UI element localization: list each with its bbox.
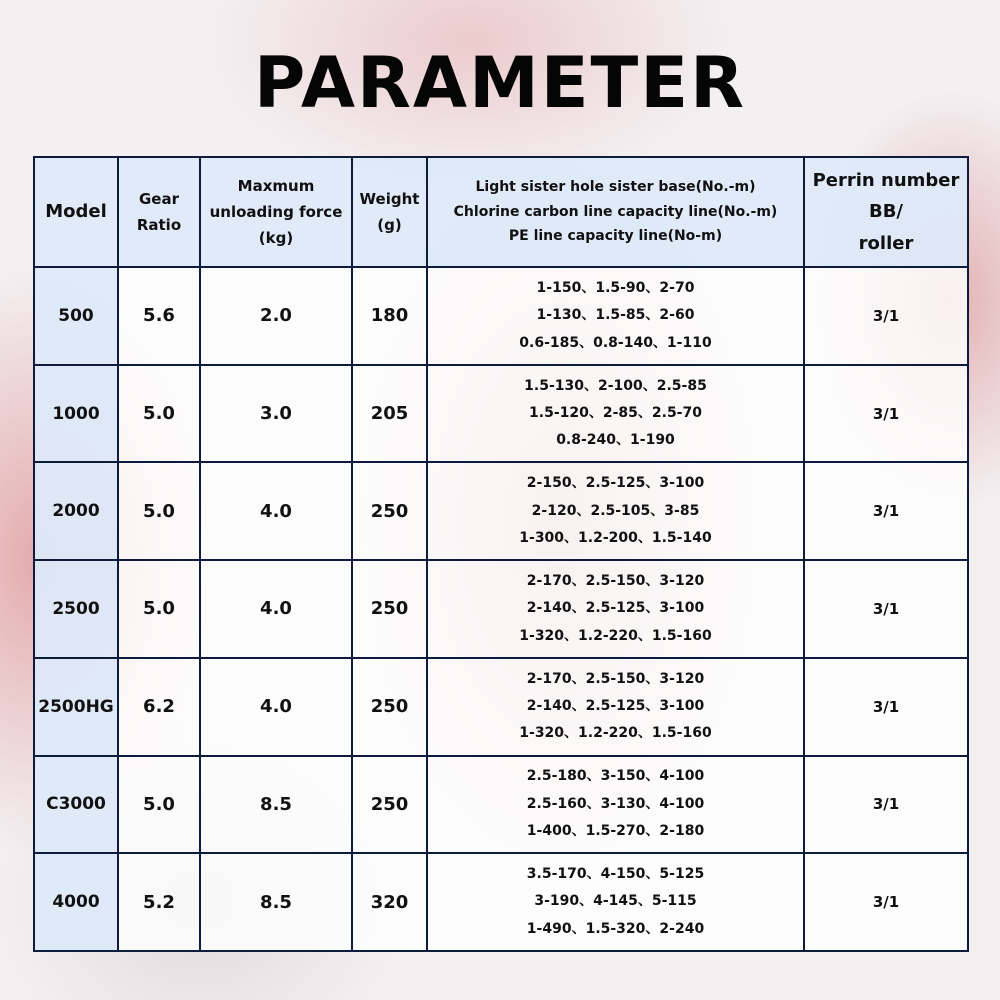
bb-roller-cell: 3/1 — [804, 756, 968, 854]
line-capacity-entry: 1-490、1.5-320、2-240 — [526, 920, 705, 937]
line-capacity-entry: 0.6-185、0.8-140、1-110 — [519, 334, 712, 351]
line-capacity-cell — [427, 658, 804, 756]
table-row — [34, 267, 968, 365]
unloading-force-cell: 2.0 — [200, 267, 352, 365]
unloading-force-cell: 4.0 — [200, 560, 352, 658]
header-unloading-force: Maxmum unloading force (kg) — [200, 157, 352, 267]
line-capacity-cell — [427, 365, 804, 463]
line-capacity-entry: 1.5-130、2-100、2.5-85 — [524, 377, 707, 394]
model-cell: 4000 — [34, 853, 118, 951]
gear-ratio-cell: 5.0 — [118, 462, 200, 560]
gear-ratio-cell: 6.2 — [118, 658, 200, 756]
line-capacity-entry: 1-320、1.2-220、1.5-160 — [519, 725, 712, 742]
weight-cell: 250 — [352, 462, 427, 560]
model-cell: 1000 — [34, 365, 118, 463]
model-cell: C3000 — [34, 756, 118, 854]
table-row — [34, 658, 968, 756]
line-capacity-entry: 2-170、2.5-150、3-120 — [526, 573, 705, 590]
line-capacity-entry: 0.8-240、1-190 — [556, 432, 675, 449]
line-capacity-entry: 1-320、1.2-220、1.5-160 — [519, 627, 712, 644]
weight-cell: 250 — [352, 756, 427, 854]
line-capacity-cell — [427, 560, 804, 658]
header-perrin-number: Perrin number BB/ roller — [804, 157, 968, 267]
line-capacity-entry: 1-130、1.5-85、2-60 — [536, 307, 695, 324]
line-capacity-entry: 2-170、2.5-150、3-120 — [526, 670, 705, 687]
bb-roller-cell: 3/1 — [804, 853, 968, 951]
parameter-table — [33, 156, 969, 952]
line-capacity-entry: 1-400、1.5-270、2-180 — [526, 823, 705, 840]
model-cell: 500 — [34, 267, 118, 365]
unloading-force-cell: 8.5 — [200, 756, 352, 854]
weight-cell: 250 — [352, 560, 427, 658]
unloading-force-cell: 4.0 — [200, 462, 352, 560]
line-capacity-entry: 1.5-120、2-85、2.5-70 — [529, 404, 702, 421]
line-capacity-entry: 1-150、1.5-90、2-70 — [536, 279, 695, 296]
line-capacity-entry: 1-300、1.2-200、1.5-140 — [519, 529, 712, 546]
header-model: Model — [34, 157, 118, 267]
header-line-capacity: Light sister hole sister base(No.-m) Chlorine carbon line capacity line(No.-m) PE line capacity line(No-m) — [427, 157, 804, 267]
line-capacity-entry: 2-120、2.5-105、3-85 — [531, 502, 700, 519]
gear-ratio-cell: 5.2 — [118, 853, 200, 951]
line-capacity-cell — [427, 462, 804, 560]
bb-roller-cell: 3/1 — [804, 267, 968, 365]
table-row — [34, 853, 968, 951]
line-capacity-entry: 2.5-160、3-130、4-100 — [526, 795, 705, 812]
header-gear-ratio: Gear Ratio — [118, 157, 200, 267]
weight-cell: 250 — [352, 658, 427, 756]
line-capacity-cell — [427, 267, 804, 365]
header-row — [34, 157, 968, 267]
line-capacity-entry: 2-140、2.5-125、3-100 — [526, 600, 705, 617]
header-weight: Weight (g) — [352, 157, 427, 267]
model-cell: 2500HG — [34, 658, 118, 756]
table-row — [34, 756, 968, 854]
bb-roller-cell: 3/1 — [804, 462, 968, 560]
line-capacity-entry: 2-140、2.5-125、3-100 — [526, 698, 705, 715]
line-capacity-entry: 3.5-170、4-150、5-125 — [526, 866, 705, 883]
model-cell: 2500 — [34, 560, 118, 658]
table-row — [34, 560, 968, 658]
gear-ratio-cell: 5.0 — [118, 756, 200, 854]
line-capacity-cell — [427, 853, 804, 951]
unloading-force-cell: 3.0 — [200, 365, 352, 463]
gear-ratio-cell: 5.0 — [118, 560, 200, 658]
weight-cell: 320 — [352, 853, 427, 951]
unloading-force-cell: 4.0 — [200, 658, 352, 756]
weight-cell: 180 — [352, 267, 427, 365]
bb-roller-cell: 3/1 — [804, 560, 968, 658]
line-capacity-cell — [427, 756, 804, 854]
bb-roller-cell: 3/1 — [804, 658, 968, 756]
gear-ratio-cell: 5.6 — [118, 267, 200, 365]
table-row — [34, 462, 968, 560]
line-capacity-entry: 2.5-180、3-150、4-100 — [526, 768, 705, 785]
gear-ratio-cell: 5.0 — [118, 365, 200, 463]
line-capacity-entry: 2-150、2.5-125、3-100 — [526, 475, 705, 492]
table-row — [34, 365, 968, 463]
model-cell: 2000 — [34, 462, 118, 560]
weight-cell: 205 — [352, 365, 427, 463]
line-capacity-entry: 3-190、4-145、5-115 — [534, 893, 697, 910]
bb-roller-cell: 3/1 — [804, 365, 968, 463]
unloading-force-cell: 8.5 — [200, 853, 352, 951]
page-title: PARAMETER — [253, 42, 747, 124]
